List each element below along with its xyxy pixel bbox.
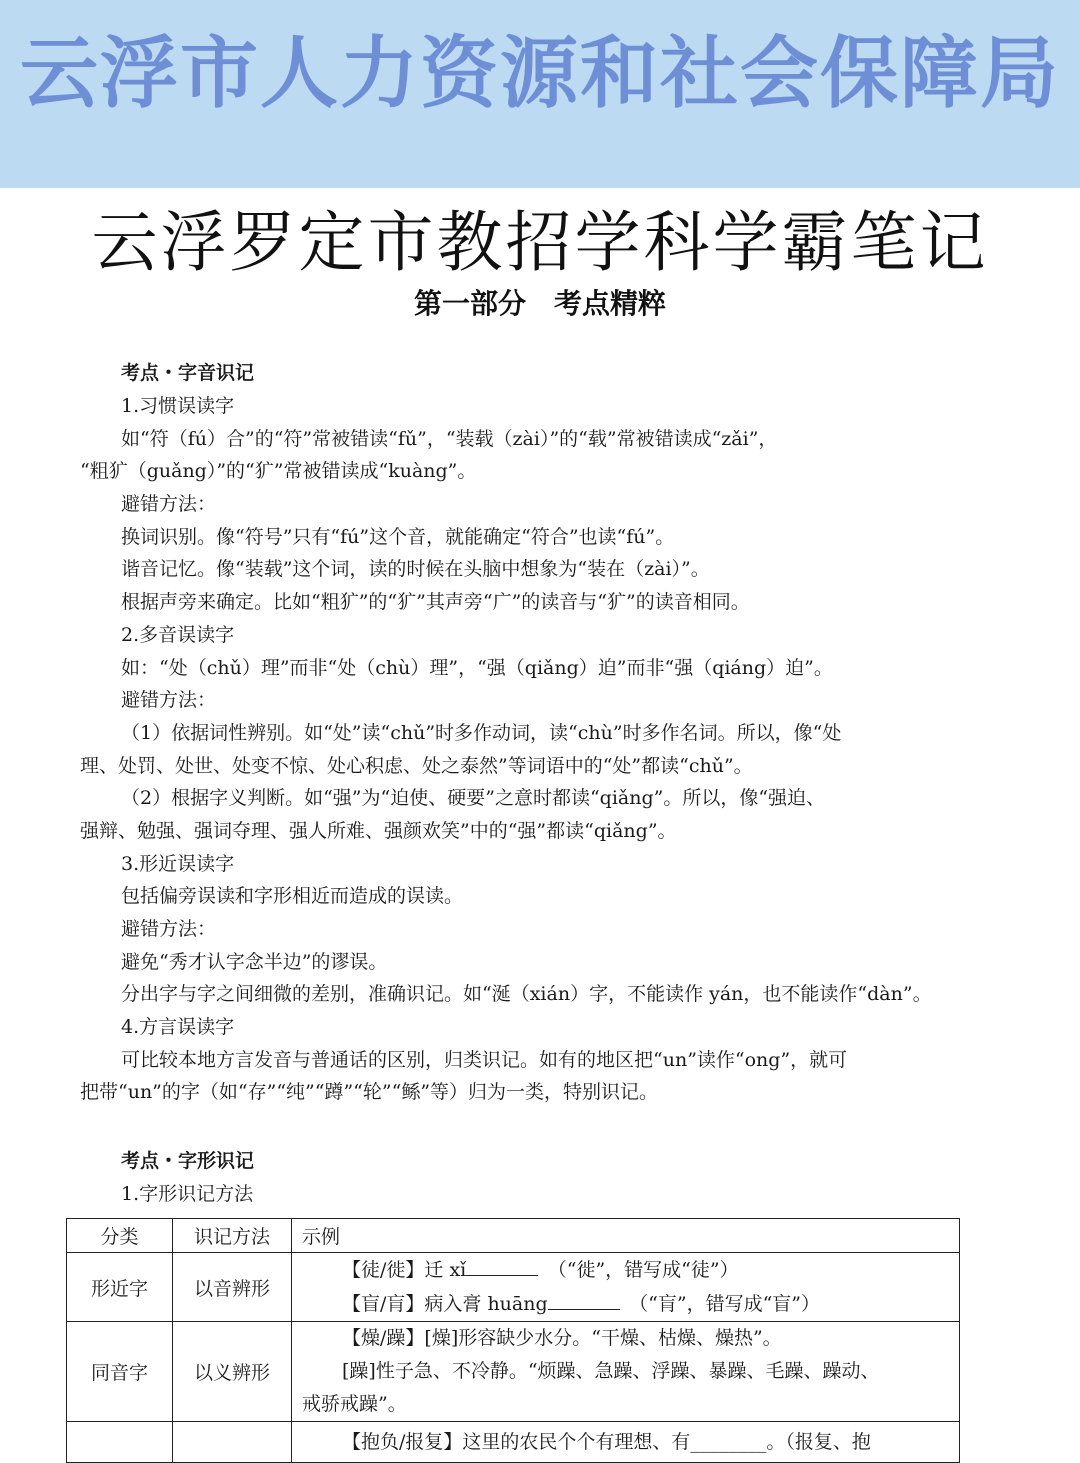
paragraph-line: 如“符（fú）合”的“符”常被错读“fǔ”，“装载（zài）”的“载”常被错读成“zǎi”， — [121, 427, 778, 450]
paragraph-line: 避免“秀才认字念半边”的谬误。 — [121, 950, 388, 973]
paragraph-line: 避错方法： — [121, 493, 217, 516]
page-title: 云浮罗定市教招学科学霸笔记 — [91, 204, 989, 281]
paragraph-line: 包括偏旁误读和字形相近而造成的误读。 — [121, 885, 464, 908]
list-heading: 1.习惯误读字 — [121, 395, 235, 417]
list-heading: 4.方言误读字 — [121, 1016, 235, 1039]
method-cell: 以义辨形 — [173, 1322, 292, 1422]
section-gap — [80, 1109, 960, 1144]
table-row — [67, 1322, 960, 1422]
paragraph-line: 强辩、勉强、强词夺理、强人所难、强颜欢笑”中的“强”都读“qiǎng”。 — [80, 819, 677, 842]
paragraph-line: 把带“un”的字（如“存”“纯”“蹲”“轮”“鲧”等）归为一类，特别识记。 — [80, 1081, 659, 1104]
paragraph-line: 根据声旁来确定。比如“粗犷”的“犷”其声旁“广”的读音与“犷”的读音相同。 — [121, 591, 750, 614]
category-cell — [67, 1422, 173, 1463]
paragraph-line: 避错方法： — [121, 918, 217, 940]
column-header: 分类 — [67, 1219, 173, 1253]
banner-title: 云浮市人力资源和社会保障局 — [20, 29, 1061, 119]
paragraph-line: （2）根据字义判断。如“强”为“迫使、硬要”之意时都读“qiǎng”。所以，像“强迫、 — [121, 787, 826, 810]
header-banner — [0, 0, 1080, 188]
list-heading: 1.字形识记方法 — [121, 1183, 254, 1206]
column-header: 示例 — [292, 1219, 960, 1253]
paragraph-line: 避错方法： — [121, 689, 217, 712]
column-header: 识记方法 — [173, 1219, 292, 1253]
notes-content — [80, 356, 960, 1211]
example-note: （“肓”，错写成“盲”） — [638, 1293, 821, 1315]
section-heading: 考点・字音识记 — [121, 362, 255, 384]
table-row — [67, 1422, 960, 1463]
answer-blank — [466, 1253, 538, 1276]
method-cell: 以音辨形 — [173, 1253, 292, 1322]
paragraph-line: 分出字与字之间细微的差别，准确识记。如“涎（xián）字，不能读作 yán，也不能读作“dàn”。 — [121, 983, 932, 1006]
category-cell: 形近字 — [67, 1253, 173, 1322]
example-line — [302, 1253, 959, 1287]
paragraph-line: （1）依据词性辨别。如“处”读“chǔ”时多作动词，读“chù”时多作名词。所以，像“处 — [121, 721, 842, 744]
section-heading: 考点・字形识记 — [121, 1150, 255, 1173]
list-heading: 2.多音误读字 — [121, 623, 235, 646]
example-line: 戒骄戒躁”。 — [302, 1393, 407, 1415]
paragraph-line: “粗犷（guǎng）”的“犷”常被错读成“kuàng”。 — [80, 460, 477, 483]
glyph-table — [66, 1218, 960, 1463]
answer-blank — [548, 1287, 620, 1310]
paragraph-line: 可比较本地方言发音与普通话的区别，归类识记。如有的地区把“un”读作“ong”，就可 — [121, 1048, 848, 1071]
example-text: 【徒/徙】迁 xǐ — [342, 1259, 467, 1281]
table-header-row — [67, 1219, 960, 1253]
example-line: 【燥/躁】[燥]形容缺少水分。“干燥、枯燥、燥热”。 — [342, 1327, 782, 1349]
table-row — [67, 1253, 960, 1322]
example-note: （“徙”，错写成“徒”） — [557, 1259, 739, 1281]
example-cell — [292, 1253, 960, 1322]
list-heading: 3.形近误读字 — [121, 852, 235, 875]
paragraph-line: 理、处罚、处世、处变不惊、处心积虑、处之泰然”等词语中的“处”都读“chǔ”。 — [80, 754, 753, 777]
example-line — [302, 1287, 959, 1321]
page-subtitle: 第一部分 考点精粹 — [413, 287, 666, 320]
example-line: 【抱负/报复】这里的农民个个有理想、有________。（报复、抱 — [342, 1430, 871, 1453]
paragraph-line: 谐音记忆。像“装载”这个词，读的时候在头脑中想象为“装在（zài）”。 — [121, 558, 710, 581]
example-text: 【盲/肓】病入膏 huāng — [342, 1293, 548, 1315]
method-cell — [173, 1422, 292, 1463]
example-line: [躁]性子急、不冷静。“烦躁、急躁、浮躁、暴躁、毛躁、躁动、 — [342, 1360, 880, 1382]
example-cell — [292, 1422, 960, 1463]
category-cell: 同音字 — [67, 1322, 173, 1422]
paragraph-line: 如：“处（chǔ）理”而非“处（chù）理”，“强（qiǎng）迫”而非“强（qiáng）迫”。 — [121, 656, 833, 679]
example-cell — [292, 1322, 960, 1422]
paragraph-line: 换词识别。像“符号”只有“fú”这个音，就能确定“符合”也读“fú”。 — [121, 525, 675, 548]
